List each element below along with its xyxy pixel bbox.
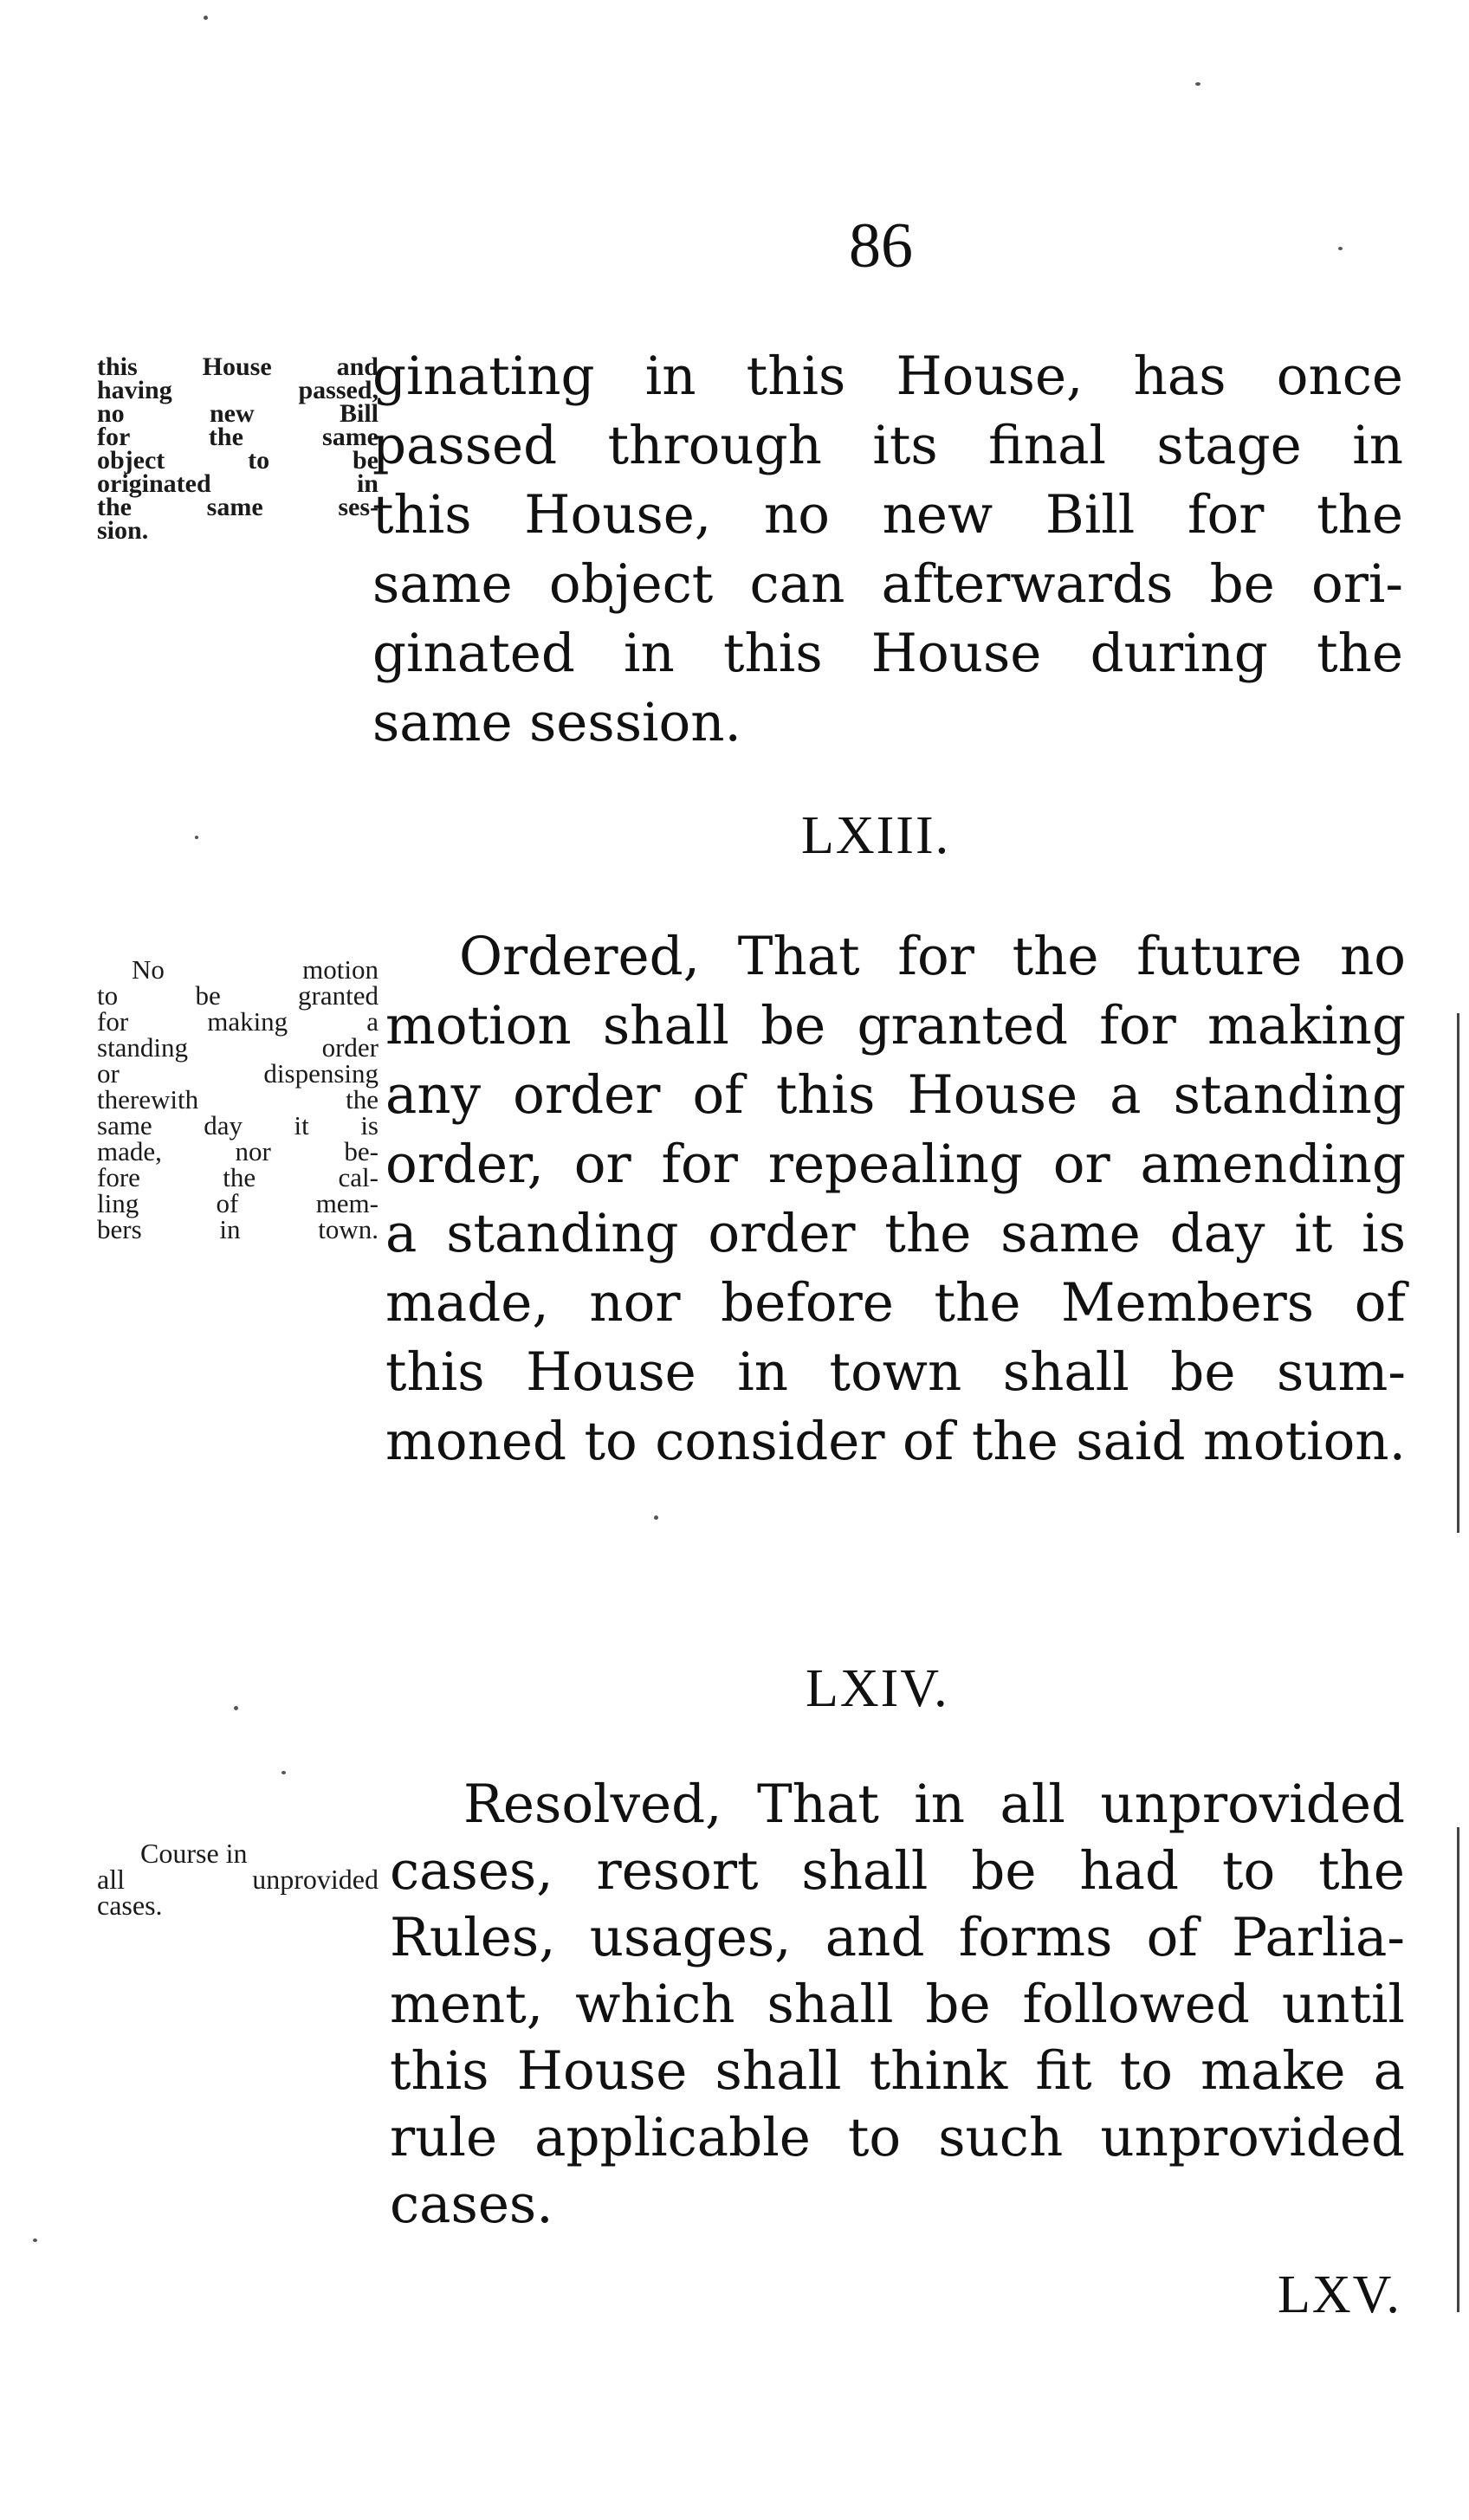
sidenote-line: all unprovided (97, 1864, 379, 1895)
paragraph-line: this House in town shall be sum- (385, 1341, 1406, 1403)
paragraph-line: passed through its final stage in (372, 415, 1403, 476)
margin-rule (1457, 1013, 1459, 1533)
sidenote-bill-passed (97, 352, 379, 545)
sidenote-line: the same ses- (97, 493, 379, 521)
scan-speck (33, 2239, 37, 2242)
sidenote-line: sion. (97, 516, 149, 545)
paragraph-line: Resolved, That in all unprovided (463, 1774, 1405, 1835)
sidenote-line: standing order (97, 1032, 379, 1063)
paragraph-line: ment, which shall be followed until (390, 1974, 1405, 2035)
sidenote-line: no new Bill (97, 399, 379, 428)
scan-speck (282, 1771, 286, 1774)
paragraph-line: motion shall be granted for making (385, 995, 1406, 1056)
sidenote-no-motion (97, 954, 379, 1244)
scan-speck (195, 836, 198, 839)
sidenote-line: cases. (97, 1890, 163, 1921)
paragraph-line: a standing order the same day it is (385, 1203, 1406, 1264)
paragraph-line: order, or for repealing or amending (385, 1134, 1406, 1195)
catchword: LXV. (1278, 2265, 1401, 2324)
sidenote-line: for the same (97, 423, 379, 451)
paragraph-line: any order of this House a standing (385, 1064, 1406, 1126)
paragraph-lxiii (385, 922, 1406, 1476)
paragraph-line: rule applicable to such unprovided (390, 2107, 1405, 2168)
paragraph-line: cases, resort shall be had to the (390, 1840, 1405, 1902)
section-heading-lxiv: LXIV. (806, 1659, 949, 1718)
paragraph-line: ginating in this House, has once (372, 346, 1403, 407)
sidenote-course (97, 1838, 379, 1921)
paragraph-line: made, nor before the Members of (385, 1272, 1406, 1334)
margin-rule (1457, 1827, 1459, 2312)
sidenote-line: same day it is (97, 1110, 379, 1140)
sidenote-line: to be granted (97, 980, 379, 1011)
scan-speck (1338, 247, 1343, 250)
paragraph-line: this House, no new Bill for the (372, 484, 1403, 546)
sidenote-line: fore the cal- (97, 1162, 379, 1192)
paragraph-line: cases. (390, 2174, 553, 2235)
sidenote-line: object to be (97, 446, 379, 475)
paragraph-lxiv (390, 1771, 1405, 2238)
sidenote-line: No motion (132, 954, 379, 985)
scan-speck (204, 16, 208, 20)
paragraph-line: moned to consider of the said motion. (385, 1411, 1406, 1472)
paragraph-line: ginated in this House during the (372, 623, 1403, 684)
paragraph-line: this House shall think fit to make a (390, 2040, 1405, 2102)
sidenote-line: for making a (97, 1006, 379, 1037)
sidenote-line: having passed, (97, 376, 379, 404)
sidenote-line: originated in (97, 469, 379, 498)
sidenote-line: or dispensing (97, 1058, 379, 1089)
scan-speck (654, 1515, 658, 1520)
sidenote-line: therewith the (97, 1084, 379, 1115)
scan-speck (234, 1706, 238, 1710)
section-heading-lxiii: LXIII. (801, 806, 951, 865)
sidenote-line: made, nor be- (97, 1136, 379, 1166)
sidenote-line: this House and (97, 352, 379, 381)
paragraph-bill-passed (372, 342, 1403, 758)
paragraph-line: Rules, usages, and forms of Parlia- (390, 1907, 1405, 1968)
sidenote-line: ling of mem- (97, 1188, 379, 1218)
scan-speck (1195, 82, 1200, 86)
paragraph-line: Ordered, That for the future no (459, 926, 1406, 987)
sidenote-line: Course in (140, 1838, 248, 1869)
paragraph-line: same object can afterwards be ori- (372, 553, 1403, 615)
paragraph-line: same session. (372, 692, 741, 753)
page-number: 86 (849, 210, 913, 281)
sidenote-line: bers in town. (97, 1214, 379, 1244)
